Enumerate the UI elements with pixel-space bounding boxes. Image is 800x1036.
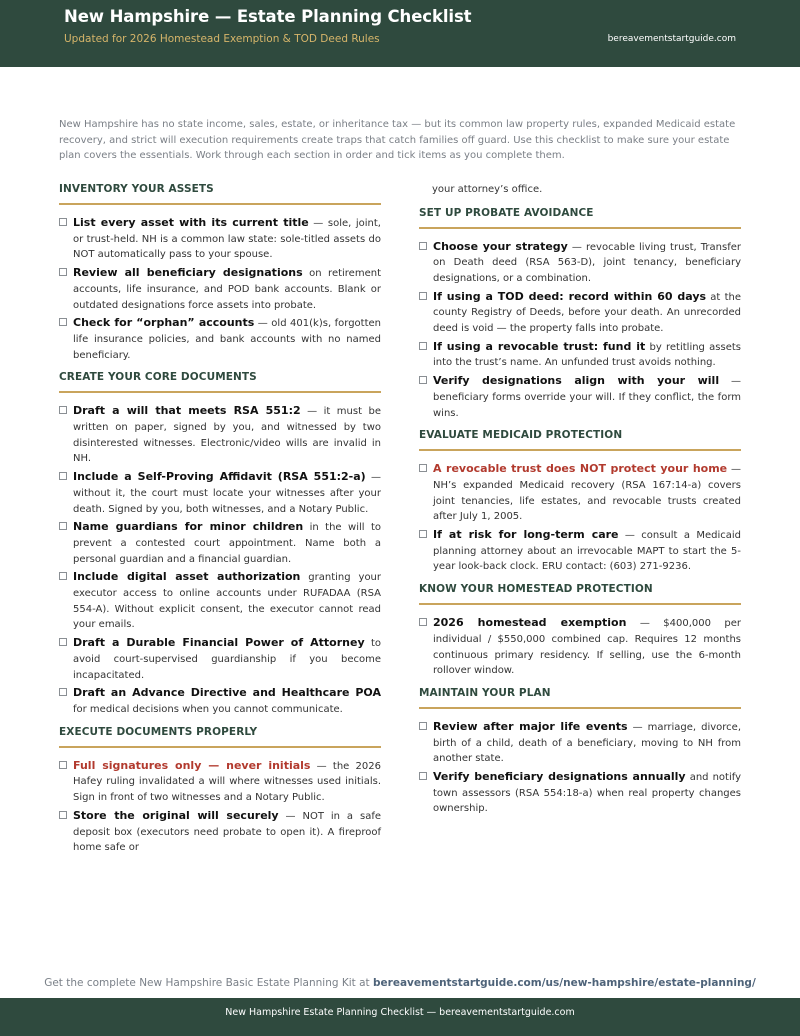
item-text: — NOT in a safe deposit box (executors need probate to open it). A fireproof home safe or <box>73 810 382 854</box>
checklist-section <box>59 371 381 717</box>
checkbox[interactable] <box>59 638 67 646</box>
header-site-link[interactable]: bereavementstartguide.com <box>607 34 736 44</box>
checklist-item <box>59 315 381 363</box>
item-text: — the 2026 Hafey ruling invalidated a will where witnesses used initials. Sign in front of two witnesses and a Notary Public. <box>73 760 381 804</box>
page-title: New Hampshire — Estate Planning Checklist <box>64 7 472 26</box>
item-text: — sole, joint, or trust-held. NH is a common law state: sole-titled assets do NOT automatically pass to your spouse. <box>73 218 381 261</box>
item-heading: Store the original will securely <box>73 808 279 822</box>
item-heading: A revocable trust does NOT protect your home <box>433 462 728 476</box>
section-title: SET UP PROBATE AVOIDANCE <box>419 207 741 229</box>
checkbox[interactable] <box>59 472 67 480</box>
item-text: by retitling assets into the trust’s name. An unfunded trust avoids nothing. <box>433 341 741 369</box>
item-heading: Draft an Advance Directive and Healthcare POA <box>73 686 381 700</box>
intro-paragraph: New Hampshire has no state income, sales, estate, or inheritance tax — but its common law property rules, expanded Medicaid estate recovery, and strict will execution requirements create traps that catch families off guard. Use this checklist to make sure your estate plan covers the essentials. Work through each section in order and tick items as you complete them. <box>59 119 736 161</box>
item-heading: If at risk for long-term care <box>433 528 619 542</box>
checkbox[interactable] <box>419 292 427 300</box>
item-text: — consult a Medicaid planning attorney about an irrevocable MAPT to start the 5-year look-back clock. ERU contact: (603) 271-9236. <box>433 530 741 573</box>
item-text: — revocable living trust, Transfer on Death deed (RSA 563-D), joint tenancy, beneficiary designations, or a combination. <box>433 241 741 284</box>
item-text: — old 401(k)s, forgotten life insurance policies, and bank accounts with no named beneficiary. <box>73 318 381 361</box>
footer-bar-text: New Hampshire Estate Planning Checklist — bereavementstartguide.com <box>225 1007 575 1018</box>
checklist-item <box>419 719 741 767</box>
item-heading: Include a Self-Proving Affidavit (RSA 551:2-a) <box>73 470 366 484</box>
item-text: — beneficiary forms override your will. If they conflict, the form wins. <box>433 376 741 419</box>
checkbox[interactable] <box>59 811 67 819</box>
right-column <box>419 183 741 825</box>
item-heading: Review all beneficiary designations <box>73 266 303 280</box>
item-heading: If using a TOD deed: record within 60 days <box>433 289 707 303</box>
checklist-item <box>59 469 381 517</box>
item-heading: Draft a Durable Financial Power of Attorney <box>73 636 365 650</box>
item-heading: Include digital asset authorization <box>73 570 301 584</box>
checklist-item <box>419 461 741 525</box>
checklist-item <box>59 758 381 806</box>
checkbox[interactable] <box>59 268 67 276</box>
item-heading: Check for “orphan” accounts <box>73 316 255 330</box>
item-heading: 2026 homestead exemption <box>433 616 627 630</box>
section-title: MAINTAIN YOUR PLAN <box>419 687 741 709</box>
checklist-item <box>419 239 741 287</box>
page-header <box>0 0 800 67</box>
item-text: — marriage, divorce, birth of a child, death of a beneficiary, moving to NH from another state. <box>433 721 741 765</box>
item-text: — $400,000 per individual / $550,000 combined cap. Requires 12 months continuous primary residency. If selling, use the 6-month rollover window. <box>433 618 741 677</box>
footer-promo-text: Get the complete New Hampshire Basic Estate Planning Kit at <box>44 977 374 989</box>
checkbox[interactable] <box>419 618 427 626</box>
item-text: granting your executor access to online accounts under RUFADAA (RSA 554-A). Without explicit consent, the executor cannot read your emails. <box>73 572 382 631</box>
checklist-item <box>59 265 381 313</box>
item-text: — it must be written on paper, signed by you, and witnessed by two disinterested witnesses. Electronic/video wills are invalid in NH. <box>73 406 382 465</box>
item-heading: Verify designations align with your will <box>433 374 720 388</box>
footer-promo-link[interactable]: bereavementstartguide.com/us/new-hampshire/estate-planning/ <box>373 977 756 989</box>
checkbox[interactable] <box>59 218 67 226</box>
checkbox[interactable] <box>419 530 427 538</box>
item-heading: Draft a will that meets RSA 551:2 <box>73 404 301 418</box>
checkbox[interactable] <box>59 522 67 530</box>
checklist-item <box>59 808 381 856</box>
checkbox[interactable] <box>419 342 427 350</box>
checklist-item <box>59 685 381 717</box>
item-text: and notify town assessors (RSA 554:18-a) when real property changes ownership. <box>433 772 741 815</box>
item-heading: If using a revocable trust: fund it <box>433 339 646 353</box>
checklist-section <box>59 183 381 363</box>
checkbox[interactable] <box>419 464 427 472</box>
checkbox[interactable] <box>59 406 67 414</box>
item-heading: Review after major life events <box>433 719 628 733</box>
footer-bar <box>0 998 800 1036</box>
checkbox[interactable] <box>59 318 67 326</box>
item-text: to avoid court-supervised guardianship if you become incapacitated. <box>73 638 381 681</box>
checklist-item <box>59 635 381 683</box>
item-text: — without it, the court must locate your witnesses after your death. Signed by you, both witnesses, and a Notary Public. <box>73 472 381 515</box>
section-title: EVALUATE MEDICAID PROTECTION <box>419 429 741 451</box>
item-text: — NH’s expanded Medicaid recovery (RSA 167:14-a) covers joint tenancies, life estates, and revocable trusts created after July 1, 2005. <box>433 464 741 523</box>
checklist-section <box>419 429 741 575</box>
item-text: on retirement accounts, life insurance, and POD bank accounts. Blank or outdated designations force assets into probate. <box>73 268 381 311</box>
item-text: in the will to prevent a contested court appointment. Name both a personal guardian and a financial guardian. <box>73 522 381 565</box>
continued-text: your attorney’s office. <box>432 184 543 195</box>
item-heading: List every asset with its current title <box>73 216 309 229</box>
checklist-section <box>59 726 381 856</box>
checklist-section <box>419 207 741 422</box>
checklist-item <box>419 289 741 337</box>
checkbox[interactable] <box>59 572 67 580</box>
checklist-section <box>419 583 741 679</box>
checklist-item <box>419 527 741 575</box>
checkbox[interactable] <box>419 772 427 780</box>
page-subtitle: Updated for 2026 Homestead Exemption & TOD Deed Rules <box>64 33 380 45</box>
item-heading: Full signatures only — never initials <box>73 758 311 772</box>
left-column <box>59 183 381 864</box>
checklist-item <box>419 339 741 371</box>
section-title: KNOW YOUR HOMESTEAD PROTECTION <box>419 583 741 605</box>
checklist-item <box>419 615 741 679</box>
item-heading: Choose your strategy <box>433 239 568 253</box>
checklist-item <box>59 215 381 263</box>
checkbox[interactable] <box>59 688 67 696</box>
item-heading: Verify beneficiary designations annually <box>433 770 686 784</box>
checkbox[interactable] <box>419 722 427 730</box>
section-title: CREATE YOUR CORE DOCUMENTS <box>59 371 381 393</box>
checklist-item <box>59 519 381 567</box>
section-title: INVENTORY YOUR ASSETS <box>59 183 381 205</box>
checklist-item <box>419 769 741 817</box>
checklist-item <box>59 569 381 633</box>
section-title: EXECUTE DOCUMENTS PROPERLY <box>59 726 381 748</box>
checklist-section <box>419 687 741 817</box>
checkbox[interactable] <box>59 761 67 769</box>
item-heading: Name guardians for minor children <box>73 520 304 534</box>
item-text: at the county Registry of Deeds, before your death. An unrecorded deed is void — the property falls into probate. <box>433 291 741 335</box>
item-text: for medical decisions when you cannot communicate. <box>73 703 343 715</box>
checklist-item <box>419 373 741 421</box>
checklist-item <box>59 403 381 467</box>
footer-promo <box>0 977 800 989</box>
checkbox[interactable] <box>419 376 427 384</box>
checkbox[interactable] <box>419 242 427 250</box>
